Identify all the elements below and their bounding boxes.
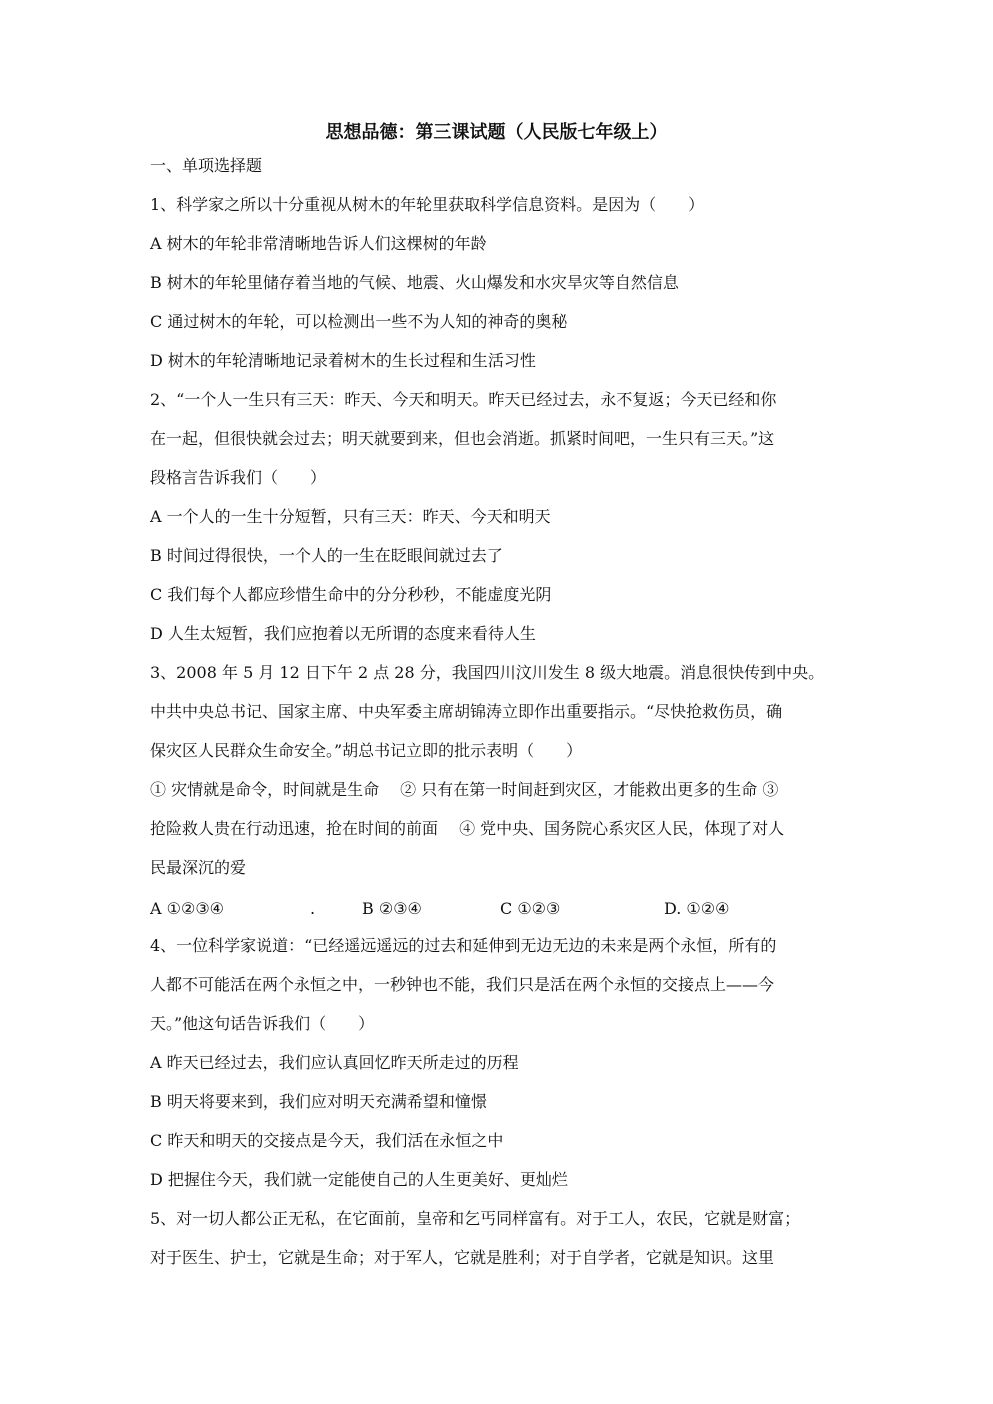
question-2-stem-line-2: 在一起，但很快就会过去；明天就要到来，但也会消逝。抓紧时间吧，一生只有三天。”这 [150,429,775,448]
question-4-option-a: A 昨天已经过去，我们应认真回忆昨天所走过的历程 [150,1053,519,1072]
question-4-option-c: C 昨天和明天的交接点是今天，我们活在永恒之中 [150,1131,504,1150]
question-1-option-d: D 树木的年轮清晰地记录着树木的生长过程和生活习性 [150,351,536,370]
question-3-stem-line-3: 保灾区人民群众生命安全。”胡总书记立即的批示表明（ ） [150,741,583,760]
question-4-stem-line-2: 人都不可能活在两个永恒之中，一秒钟也不能，我们只是活在两个永恒的交接点上——今 [150,975,775,994]
question-4-option-b: B 明天将要来到，我们应对明天充满希望和憧憬 [150,1092,487,1111]
question-3-choice-b: B ②③④ [362,899,422,918]
question-3-choice-row [150,898,850,920]
question-3-choice-a: A ①②③④ [150,899,225,918]
question-1-option-a: A 树木的年轮非常清晰地告诉人们这棵树的年龄 [150,234,487,253]
question-5-stem-line-1: 5、对一切人都公正无私，在它面前，皇帝和乞丐同样富有。对于工人，农民，它就是财富； [150,1209,801,1228]
question-3-choice-c: C ①②③ [500,899,561,918]
question-4-stem-line-1: 4、一位科学家说道：“已经遥远遥远的过去和延伸到无边无边的未来是两个永恒，所有的 [150,936,777,955]
question-2-stem-line-3: 段格言告诉我们（ ） [150,468,327,487]
question-3-stem-line-2: 中共中央总书记、国家主席、中央军委主席胡锦涛立即作出重要指示。“尽快抢救伤员，确 [150,702,783,721]
question-2-option-d: D 人生太短暂，我们应抱着以无所谓的态度来看待人生 [150,624,536,643]
question-1-option-c: C 通过树木的年轮，可以检测出一些不为人知的神奇的奥秘 [150,312,568,331]
question-3-statement-line-1: ① 灾情就是命令，时间就是生命 ② 只有在第一时间赶到灾区，才能救出更多的生命 ③ [150,780,779,799]
question-3-stray-mark: . [310,899,316,918]
question-1-option-b: B 树木的年轮里储存着当地的气候、地震、火山爆发和水灾旱灾等自然信息 [150,273,679,292]
question-3-stem-line-1: 3、2008 年 5 月 12 日下午 2 点 28 分，我国四川汶川发生 8 级大地震。消息很快传到中央。 [150,663,825,682]
question-2-stem-line-1: 2、“一个人一生只有三天：昨天、今天和明天。昨天已经过去，永不复返；今天已经和你 [150,390,777,409]
question-2-option-a: A 一个人的一生十分短暂，只有三天：昨天、今天和明天 [150,507,551,526]
question-2-option-c: C 我们每个人都应珍惜生命中的分分秒秒，不能虚度光阴 [150,585,552,604]
question-1-stem: 1、科学家之所以十分重视从树木的年轮里获取科学信息资料。是因为（ ） [150,195,705,214]
question-4-stem-line-3: 天。”他这句话告诉我们（ ） [150,1014,375,1033]
section-heading: 一、单项选择题 [150,156,263,175]
question-2-option-b: B 时间过得很快，一个人的一生在眨眼间就过去了 [150,546,503,565]
question-4-option-d: D 把握住今天，我们就一定能使自己的人生更美好、更灿烂 [150,1170,568,1189]
question-3-statement-line-2: 抢险救人贵在行动迅速，抢在时间的前面 ④ 党中央、国务院心系灾区人民，体现了对人 [150,819,785,838]
question-5-stem-line-2: 对于医生、护士，它就是生命；对于军人，它就是胜利；对于自学者，它就是知识。这里 [150,1248,775,1267]
question-3-choice-d: D. ①②④ [664,899,730,918]
page-title: 思想品德：第三课试题（人民版七年级上） [325,122,668,143]
question-3-statement-line-3: 民最深沉的爱 [150,858,247,877]
